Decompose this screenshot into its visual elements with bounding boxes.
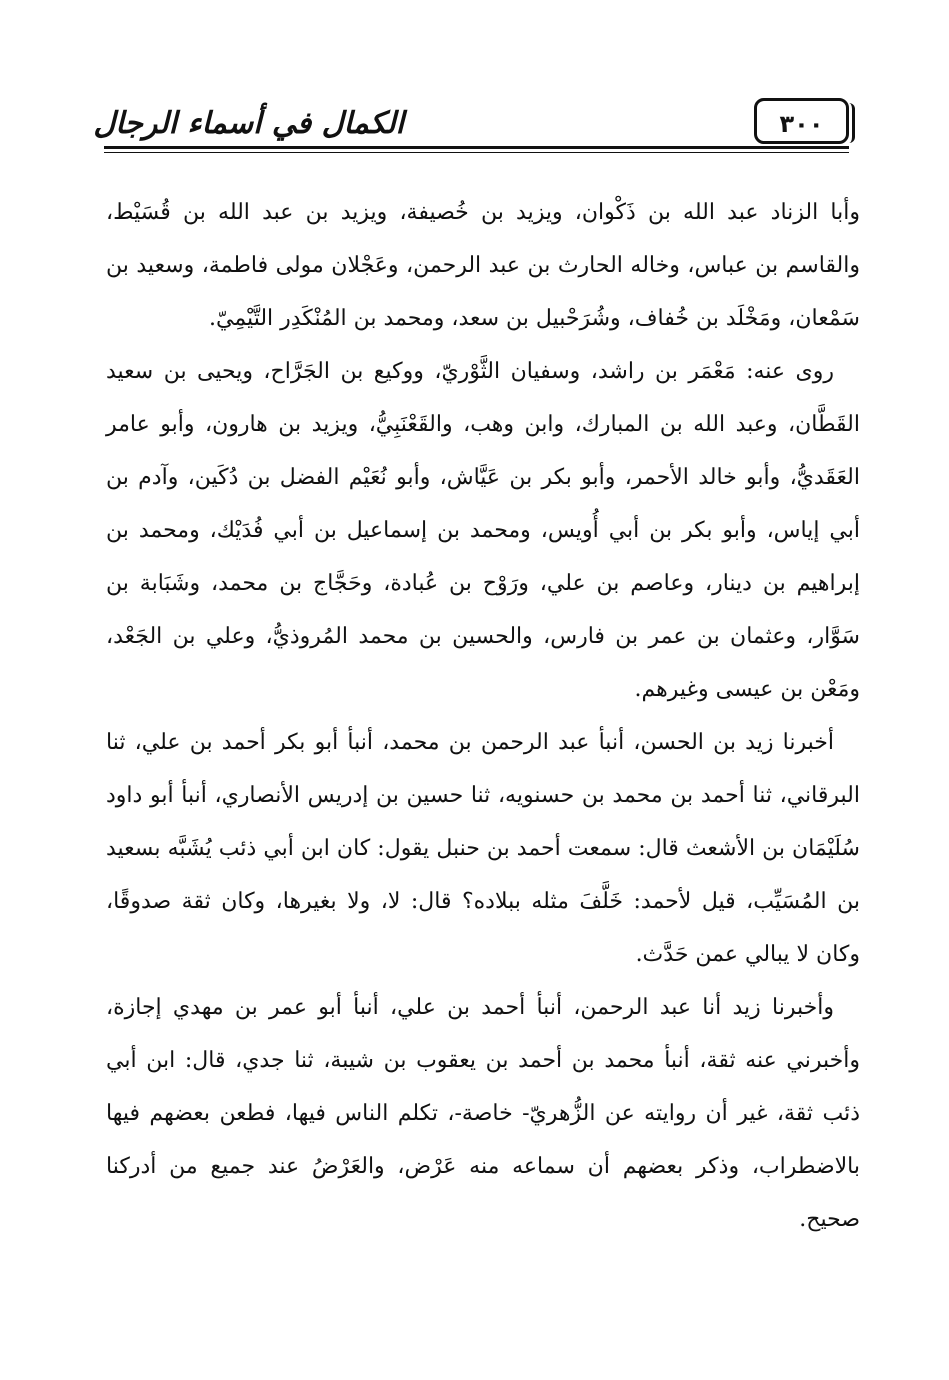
header-rule <box>104 146 849 149</box>
paragraph-teachers: وأبا الزناد عبد الله بن ذَكْوان، ويزيد بن خُصيفة، ويزيد بن عبد الله بن قُسَيْط، والقاسم بن عباس، وخاله الحارث بن عبد الرحمن، وعَجْلان مولى فاطمة، وسعيد بن سَمْعان، ومَخْلَد بن خُفاف، وشُرَحْبيل بن سعد، ومحمد بن المُنْكَدِر التَّيْمِيّ. <box>106 200 860 331</box>
body-text <box>106 186 860 1246</box>
paragraph-yaqub-report: وأخبرنا زيد أنا عبد الرحمن، أنبأ أحمد بن علي، أنبأ أبو عمر بن مهدي إجازة، وأخبرني عنه ثقة، أنبأ محمد بن أحمد بن يعقوب بن شيبة، ثنا جدي، قال: ابن أبي ذئب ثقة، غير أن روايته عن الزُّهريّ- خاصة-، تكلم الناس فيها، فطعن بعضهم فيها بالاضطراب، وذكر بعضهم أن سماعه منه عَرْض، والعَرْضُ عند جميع من أدركنا صحيح. <box>106 995 860 1232</box>
page-header <box>93 92 849 156</box>
header-rule-thin <box>104 152 849 153</box>
page-number: ٣٠٠ <box>754 98 849 144</box>
paragraph-narrators: روى عنه: مَعْمَر بن راشد، وسفيان الثَّوْريّ، ووكيع بن الجَرَّاح، ويحيى بن سعيد القَطَّان، وعبد الله بن المبارك، وابن وهب، والقَعْنَبِيُّ، ويزيد بن هارون، وأبو عامر العَقَديُّ، وأبو خالد الأحمر، وأبو بكر بن عَيَّاش، وأبو نُعَيْم الفضل بن دُكَين، وآدم بن أبي إياس، وأبو بكر بن أبي أُويس، ومحمد بن إسماعيل بن أبي فُدَيْك، ومحمد بن إبراهيم بن دينار، وعاصم بن علي، ورَوْح بن عُبادة، وحَجَّاج بن محمد، وشَبَابة بن سَوَّار، وعثمان بن عمر بن فارس، والحسين بن محمد المُروذيُّ، وعلي بن الجَعْد، ومَعْن بن عيسى وغيرهم. <box>106 359 860 702</box>
paragraph-ahmad-report: أخبرنا زيد بن الحسن، أنبأ عبد الرحمن بن محمد، أنبأ أبو بكر أحمد بن علي، ثنا البرقاني، ثنا أحمد بن محمد بن حسنويه، ثنا حسين بن إدريس الأنصاري، أنبأ أبو داود سُلَيْمَان بن الأشعث قال: سمعت أحمد بن حنبل يقول: كان ابن أبي ذئب يُشَبَّه بسعيد بن المُسَيِّب، قيل لأحمد: خَلَّفَ مثله ببلاده؟ قال: لا، ولا بغيرها، وكان ثقة صدوقًا، وكان لا يبالي عمن حَدَّث. <box>106 730 860 967</box>
book-title: الكمال في أسماء الرجال <box>93 106 404 141</box>
